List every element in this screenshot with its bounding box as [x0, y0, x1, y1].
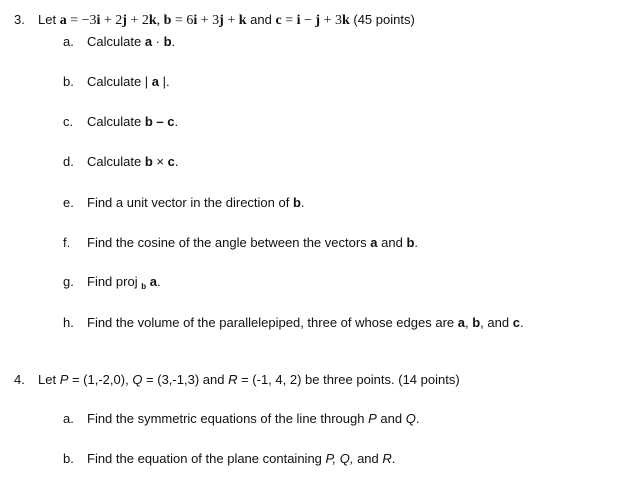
problem-3-item-f: f. Find the cosine of the angle between the vectors a and b.: [63, 235, 419, 250]
problem-3-item-d: d. Calculate b × c.: [63, 154, 179, 169]
problem-3-item-b: b. Calculate | a |.: [63, 74, 170, 89]
problem-points: (45 points): [349, 12, 415, 27]
problem-lead: Let: [38, 12, 57, 27]
problem-3-statement: 3. Let a = −3i + 2j + 2k, b = 6i + 3j + k and c = i − j + 3k (45 points): [14, 12, 415, 28]
problem-3-item-a: a. Calculate a · b.: [63, 34, 176, 49]
problem-3-item-c: c. Calculate b – c.: [63, 114, 179, 129]
problem-number: 3.: [14, 12, 25, 27]
problem-number: 4.: [14, 372, 25, 387]
problem-3-item-h: h. Find the volume of the parallelepiped, three of whose edges are a, b, and c.: [63, 315, 524, 330]
problem-3-item-e: e. Find a unit vector in the direction of b.: [63, 195, 305, 210]
problem-4-item-b: b. Find the equation of the plane containing P, Q, and R.: [63, 451, 396, 466]
problem-4-item-a: a. Find the symmetric equations of the line through P and Q.: [63, 411, 420, 426]
problem-4-statement: 4. Let P = (1,-2,0), Q = (3,-1,3) and R = (-1, 4, 2) be three points. (14 points): [14, 372, 460, 387]
problem-3-item-g: g. Find proj $_b$ a.: [63, 274, 161, 291]
vector-definitions: a = −3i + 2j + 2k, b = 6i + 3j + k: [59, 13, 247, 28]
